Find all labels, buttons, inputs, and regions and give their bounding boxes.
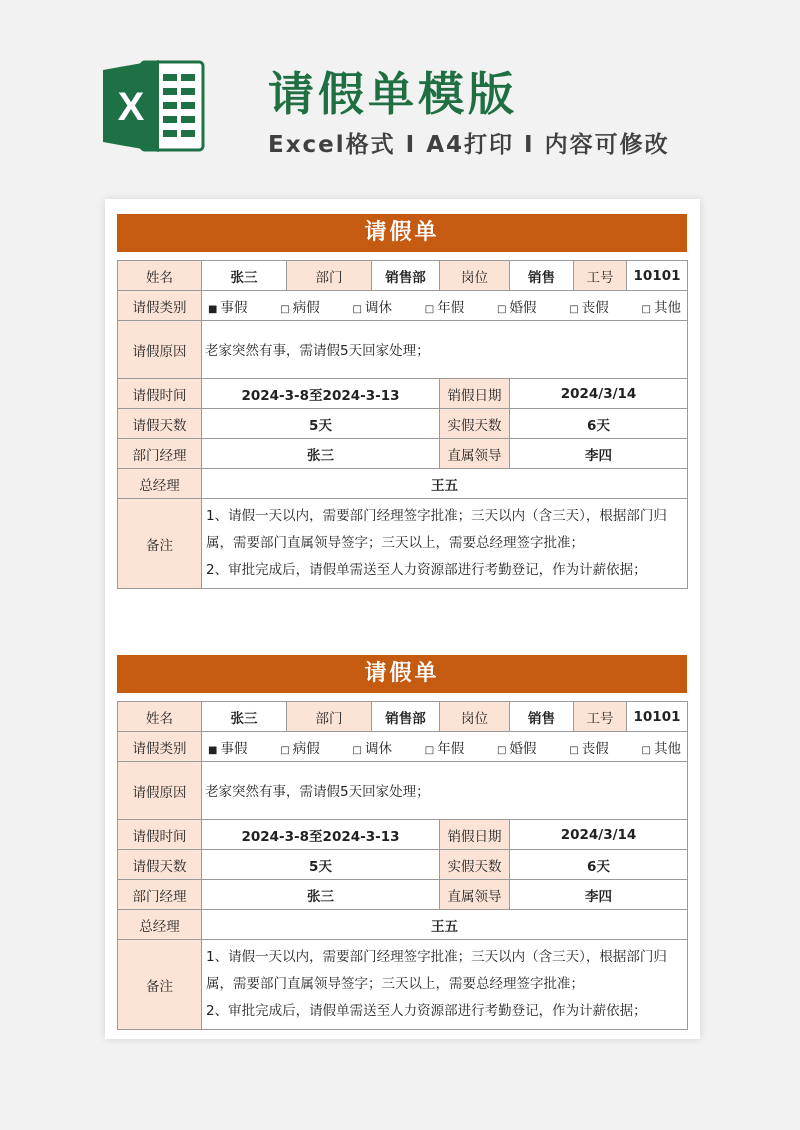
days-label: 请假天数 [118,850,202,880]
page-header [0,0,800,190]
checkbox-icon: □ [280,744,290,756]
dept-manager-value[interactable]: 张三 [202,439,440,469]
notes-label: 备注 [118,499,202,589]
table-row [118,732,688,762]
table-row [118,880,688,910]
checkbox-icon: □ [352,744,362,756]
days-value[interactable]: 5天 [202,850,440,880]
notes-label: 备注 [118,940,202,1030]
dept-value[interactable]: 销售部 [372,261,440,291]
checkbox-icon: □ [641,303,651,315]
table-row [118,762,688,820]
leave-type-options [202,291,688,321]
note-line: 1、请假一天以内，需要部门经理签字批准；三天以内（含三天），根据部门归属，需要部门直属领导签字；三天以上，需要总经理签字批准； [206,508,667,551]
gm-label: 总经理 [118,910,202,940]
table-row [118,439,688,469]
excel-logo-icon [103,58,205,154]
leave-type-checkbox[interactable]: □ 婚假 [497,299,537,316]
note-line: 2、审批完成后，请假单需送至人力资源部进行考勤登记，作为计薪依据； [206,562,647,578]
days-value[interactable]: 5天 [202,409,440,439]
table-row [118,910,688,940]
table-row [118,291,688,321]
checkbox-icon: □ [569,744,579,756]
checkbox-icon: ■ [208,744,218,756]
note-line: 1、请假一天以内，需要部门经理签字批准；三天以内（含三天），根据部门归属，需要部门直属领导签字；三天以上，需要总经理签字批准； [206,949,667,992]
id-value[interactable]: 10101 [627,261,688,291]
leave-type-checkbox[interactable]: □ 其他 [641,740,681,757]
leave-type-checkbox[interactable]: □ 丧假 [569,740,609,757]
page-title: 请假单模版 [268,67,518,121]
leave-type-checkbox[interactable]: □ 病假 [280,740,320,757]
leave-form-table [117,701,688,1030]
leave-type-checkbox[interactable]: □ 其他 [641,299,681,316]
name-label: 姓名 [118,702,202,732]
id-value[interactable]: 10101 [627,702,688,732]
cancel-date-value[interactable]: 2024/3/14 [510,379,688,409]
checkbox-icon: □ [497,744,507,756]
gm-value[interactable]: 王五 [202,469,688,499]
actual-days-value[interactable]: 6天 [510,409,688,439]
reason-value[interactable]: 老家突然有事，需请假5天回家处理； [202,321,688,379]
table-row [118,379,688,409]
cancel-date-label: 销假日期 [440,379,510,409]
table-row [118,469,688,499]
notes-cell [202,499,688,589]
name-label: 姓名 [118,261,202,291]
dept-label: 部门 [287,702,372,732]
table-row [118,499,688,589]
table-row [118,940,688,1030]
note-line: 2、审批完成后，请假单需送至人力资源部进行考勤登记，作为计薪依据； [206,1003,647,1019]
form-banner: 请假单 [117,214,687,252]
reason-label: 请假原因 [118,321,202,379]
leave-type-label: 请假类别 [118,291,202,321]
actual-days-value[interactable]: 6天 [510,850,688,880]
leave-form-2 [117,655,687,1030]
time-value[interactable]: 2024-3-8至2024-3-13 [202,379,440,409]
time-label: 请假时间 [118,379,202,409]
table-row [118,261,688,291]
dept-label: 部门 [287,261,372,291]
leave-type-checkbox[interactable]: □ 婚假 [497,740,537,757]
id-label: 工号 [574,702,627,732]
cancel-date-value[interactable]: 2024/3/14 [510,820,688,850]
checkbox-icon: □ [280,303,290,315]
checkbox-icon: □ [641,744,651,756]
gm-label: 总经理 [118,469,202,499]
leave-type-checkbox[interactable]: ■ 事假 [208,740,248,757]
dept-manager-value[interactable]: 张三 [202,880,440,910]
leave-form-1 [117,214,687,589]
name-value[interactable]: 张三 [202,702,287,732]
svg-text:X: X [117,85,145,129]
table-row [118,321,688,379]
direct-leader-value[interactable]: 李四 [510,880,688,910]
actual-days-label: 实假天数 [440,850,510,880]
cancel-date-label: 销假日期 [440,820,510,850]
checkbox-icon: □ [569,303,579,315]
post-label: 岗位 [440,261,510,291]
leave-type-checkbox[interactable]: □ 丧假 [569,299,609,316]
post-value[interactable]: 销售 [510,261,574,291]
leave-form-table [117,260,688,589]
dept-value[interactable]: 销售部 [372,702,440,732]
leave-type-checkbox[interactable]: □ 调休 [352,299,392,316]
leave-type-label: 请假类别 [118,732,202,762]
table-row [118,850,688,880]
checkbox-icon: ■ [208,303,218,315]
table-row [118,702,688,732]
form-banner: 请假单 [117,655,687,693]
actual-days-label: 实假天数 [440,409,510,439]
checkbox-icon: □ [424,744,435,756]
direct-leader-value[interactable]: 李四 [510,439,688,469]
time-label: 请假时间 [118,820,202,850]
days-label: 请假天数 [118,409,202,439]
id-label: 工号 [574,261,627,291]
reason-label: 请假原因 [118,762,202,820]
post-value[interactable]: 销售 [510,702,574,732]
dept-manager-label: 部门经理 [118,439,202,469]
leave-type-checkbox[interactable]: ■ 事假 [208,299,248,316]
leave-type-checkbox[interactable]: □ 调休 [352,740,392,757]
leave-type-options [202,732,688,762]
checkbox-icon: □ [497,303,507,315]
direct-leader-label: 直属领导 [440,439,510,469]
leave-type-checkbox[interactable]: □ 年假 [424,740,465,757]
checkbox-icon: □ [424,303,435,315]
notes-cell [202,940,688,1030]
table-row [118,409,688,439]
leave-type-checkbox[interactable]: □ 年假 [424,299,465,316]
table-row [118,820,688,850]
dept-manager-label: 部门经理 [118,880,202,910]
checkbox-icon: □ [352,303,362,315]
time-value[interactable]: 2024-3-8至2024-3-13 [202,820,440,850]
page-subtitle: Excel格式 I A4打印 I 内容可修改 [268,132,670,158]
reason-value[interactable]: 老家突然有事，需请假5天回家处理； [202,762,688,820]
gm-value[interactable]: 王五 [202,910,688,940]
post-label: 岗位 [440,702,510,732]
direct-leader-label: 直属领导 [440,880,510,910]
leave-type-checkbox[interactable]: □ 病假 [280,299,320,316]
name-value[interactable]: 张三 [202,261,287,291]
